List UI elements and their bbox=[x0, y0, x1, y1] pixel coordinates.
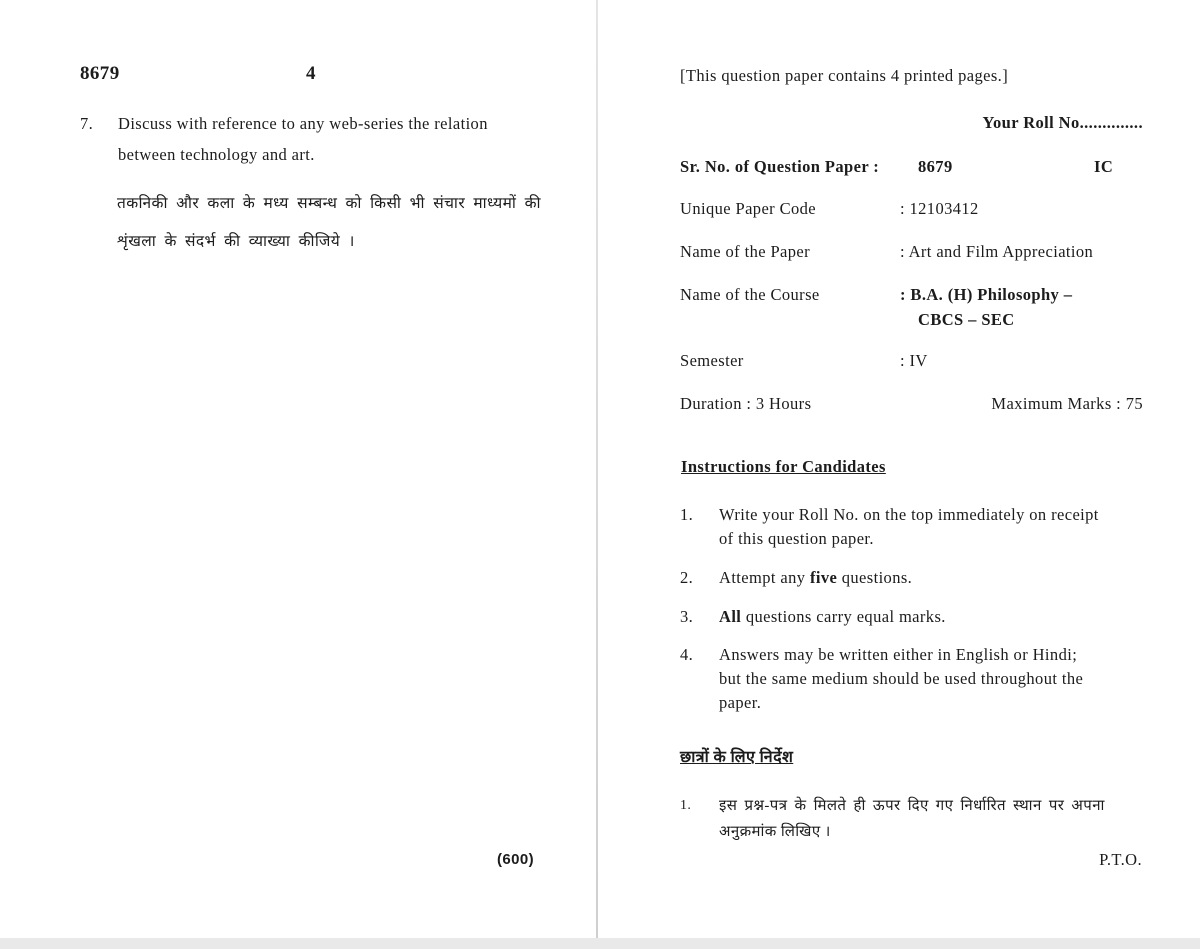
instruction-number: 3. bbox=[680, 607, 694, 626]
instruction-number: 2. bbox=[680, 568, 694, 587]
question-text-hi: तकनिकी और कला के मध्य सम्बन्ध को किसी भी संचार माध्यमों की bbox=[117, 195, 541, 212]
instruction-text: Answers may be written either in English or Hindi; bbox=[719, 645, 1078, 664]
serial-label: Sr. No. of Question Paper : bbox=[680, 157, 880, 176]
serial-value: 8679 bbox=[918, 157, 953, 176]
instruction-text: of this question paper. bbox=[719, 529, 874, 548]
instruction-text: paper. bbox=[719, 693, 762, 712]
copies-count: (600) bbox=[497, 851, 535, 868]
instruction-number: 1. bbox=[680, 505, 694, 524]
field-value: : IV bbox=[900, 351, 928, 370]
field-value: : B.A. (H) Philosophy – bbox=[900, 285, 1073, 304]
instruction-number: 4. bbox=[680, 645, 694, 664]
serial-code: IC bbox=[1094, 157, 1114, 176]
question-text-en: Discuss with reference to any web-series the relation bbox=[118, 114, 488, 133]
page-count-note: [This question paper contains 4 printed pages.] bbox=[680, 66, 1009, 85]
field-label: Name of the Paper bbox=[680, 242, 811, 261]
hindi-instructions-heading: छात्रों के लिए निर्देश bbox=[680, 749, 794, 766]
field-label: Name of the Course bbox=[680, 285, 820, 304]
instruction-text: All questions carry equal marks. bbox=[719, 607, 946, 626]
instruction-text-hi: इस प्रश्न-पत्र के मिलते ही ऊपर दिए गए निर्धारित स्थान पर अपना bbox=[719, 798, 1105, 814]
question-number: 7. bbox=[80, 114, 94, 133]
paper-number: 8679 bbox=[80, 63, 120, 84]
please-turn-over: P.T.O. bbox=[1099, 850, 1142, 869]
instruction-number: 1. bbox=[680, 798, 692, 813]
instruction-text: but the same medium should be used throughout the bbox=[719, 669, 1084, 688]
field-value: CBCS – SEC bbox=[918, 310, 1015, 329]
instruction-text: Attempt any five questions. bbox=[719, 568, 913, 587]
duration: Duration : 3 Hours bbox=[680, 394, 812, 413]
maximum-marks: Maximum Marks : 75 bbox=[991, 394, 1143, 413]
instruction-text-hi: अनुक्रमांक लिखिए । bbox=[719, 824, 831, 840]
field-label: Semester bbox=[680, 351, 744, 370]
roll-number: Your Roll No.............. bbox=[982, 113, 1143, 132]
field-value: : Art and Film Appreciation bbox=[900, 242, 1094, 261]
scan-edge bbox=[0, 938, 1200, 949]
page-number: 4 bbox=[306, 63, 316, 84]
field-value: : 12103412 bbox=[900, 199, 979, 218]
instructions-heading: Instructions for Candidates bbox=[681, 457, 886, 476]
page-fold bbox=[596, 0, 598, 949]
instruction-text: Write your Roll No. on the top immediately on receipt bbox=[719, 505, 1099, 524]
question-text-hi: शृंखला के संदर्भ की व्याख्या कीजिये । bbox=[117, 233, 355, 250]
field-label: Unique Paper Code bbox=[680, 199, 817, 218]
question-text-en: between technology and art. bbox=[118, 145, 315, 164]
